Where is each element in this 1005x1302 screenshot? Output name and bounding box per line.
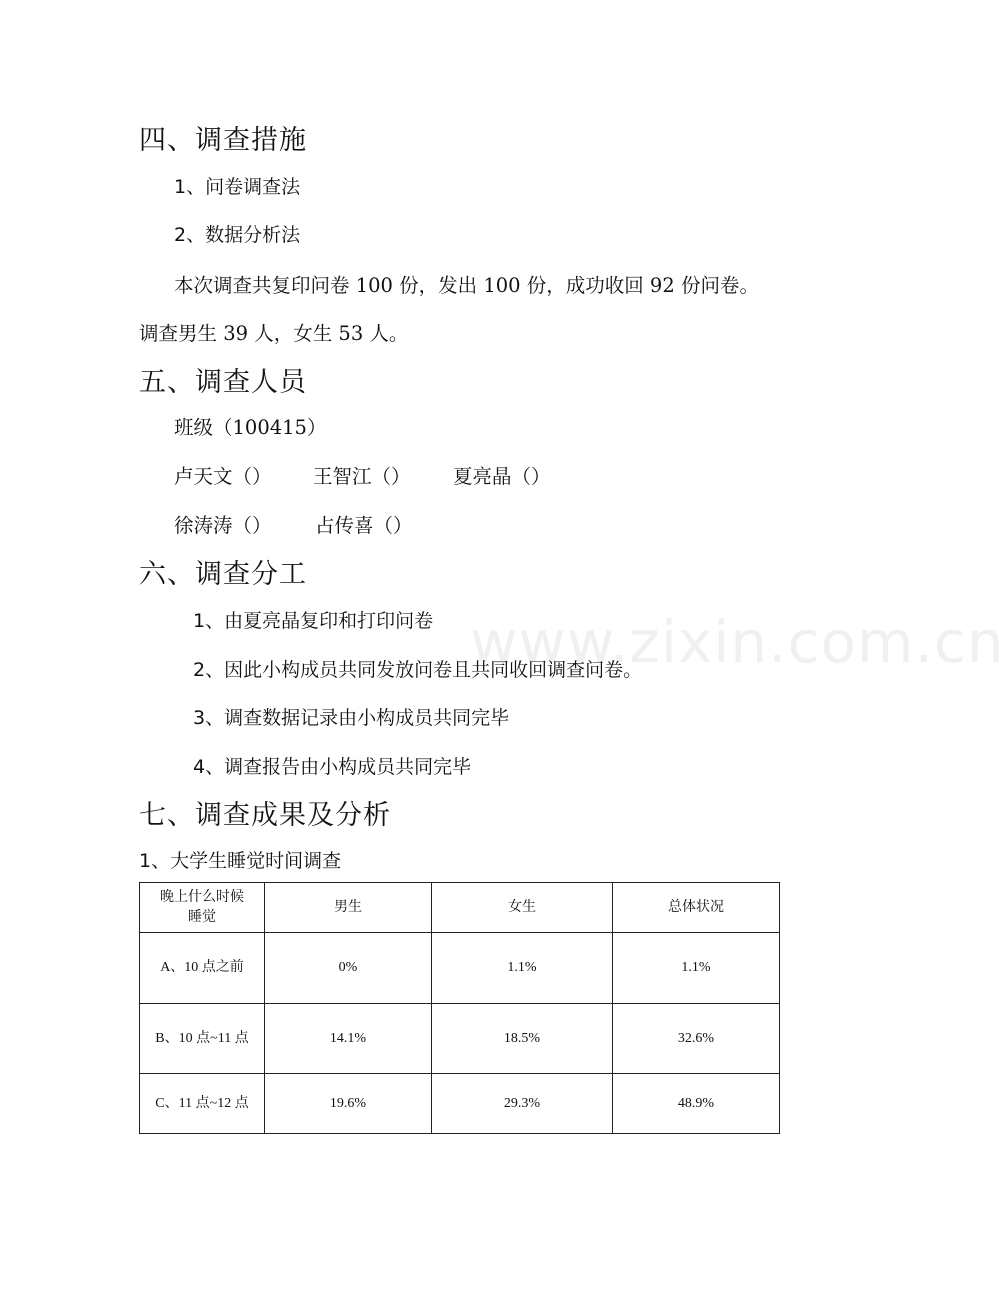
member-name: 卢天文（） [174, 465, 272, 488]
table-row [140, 933, 780, 1004]
table-caption: 1、大学生睡觉时间调查 [139, 850, 342, 872]
class-label: 班级（100415） [174, 416, 327, 439]
table-cell: 1.1% [613, 933, 780, 1004]
table-cell: 0% [265, 933, 432, 1004]
table-row [140, 1074, 780, 1134]
table-row [140, 1004, 780, 1074]
table-cell: A、10 点之前 [140, 933, 265, 1004]
member-name: 夏亮晶（） [453, 465, 551, 488]
table-cell: C、11 点~12 点 [140, 1074, 265, 1134]
header-cell: 女生 [432, 883, 613, 933]
member-name: 王智江（） [313, 465, 411, 488]
task-item: 4、调查报告由小构成员共同完毕 [193, 756, 472, 778]
section-6-heading: 六、调查分工 [139, 559, 307, 590]
survey-summary-line-2: 调查男生 39 人，女生 53 人。 [139, 322, 409, 345]
survey-summary-line-1: 本次调查共复印问卷 100 份，发出 100 份，成功收回 92 份问卷。 [174, 274, 759, 297]
table-cell: 14.1% [265, 1004, 432, 1074]
table-cell: B、10 点~11 点 [140, 1004, 265, 1074]
table-header-row [140, 883, 780, 933]
task-item: 2、因此小构成员共同发放问卷且共同收回调查问卷。 [193, 659, 643, 681]
watermark: www.zixin.com.cn [470, 608, 1005, 676]
header-cell: 总体状况 [613, 883, 780, 933]
table-cell: 19.6% [265, 1074, 432, 1134]
table-cell: 18.5% [432, 1004, 613, 1074]
section-4-heading: 四、调查措施 [139, 125, 307, 156]
task-item: 1、由夏亮晶复印和打印问卷 [193, 610, 434, 632]
table-cell: 29.3% [432, 1074, 613, 1134]
table-cell: 32.6% [613, 1004, 780, 1074]
task-item: 3、调查数据记录由小构成员共同完毕 [193, 707, 510, 729]
member-name: 占传喜（） [315, 514, 413, 537]
header-cell: 晚上什么时候睡觉 [140, 883, 265, 933]
member-name: 徐涛涛（） [174, 514, 272, 537]
sleep-time-table [139, 882, 780, 1134]
section-5-heading: 五、调查人员 [139, 367, 307, 398]
method-item-2: 2、数据分析法 [174, 224, 301, 246]
method-item-1: 1、问卷调查法 [174, 176, 301, 198]
table-cell: 48.9% [613, 1074, 780, 1134]
section-7-heading: 七、调查成果及分析 [139, 800, 391, 831]
table-cell: 1.1% [432, 933, 613, 1004]
header-cell: 男生 [265, 883, 432, 933]
